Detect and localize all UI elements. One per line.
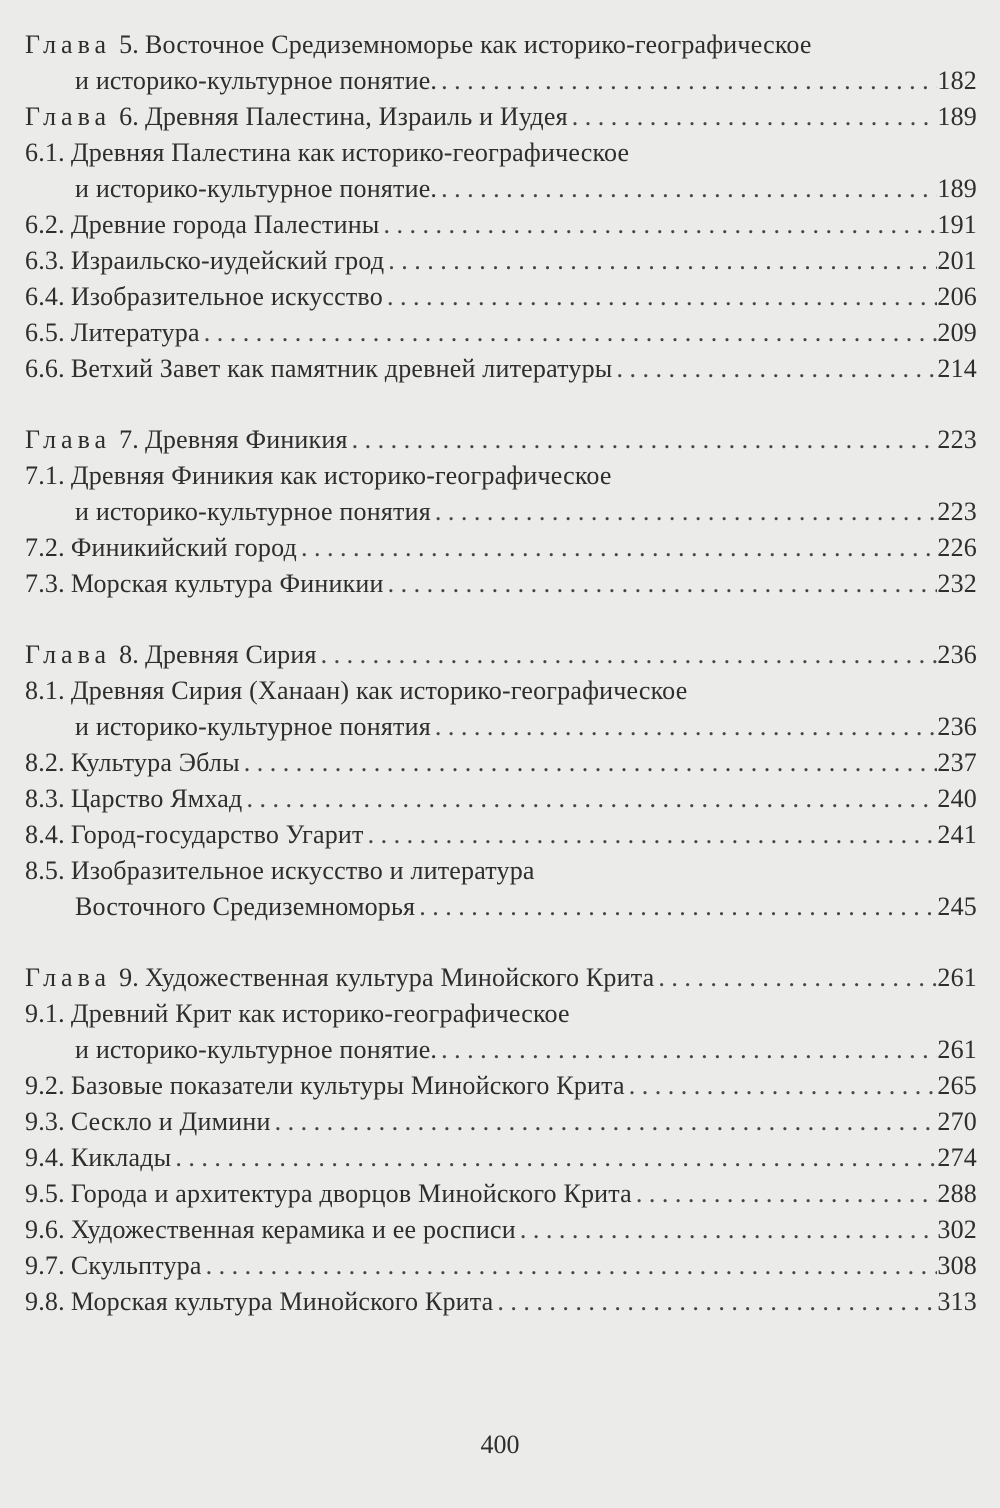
dot-leader [632, 1176, 937, 1212]
toc-line [25, 1284, 977, 1320]
dot-leader [384, 566, 938, 602]
subsection-entry [25, 566, 977, 602]
entry-title: Художественная керамика и ее росписи [70, 1215, 516, 1244]
entry-title: Царство Ямхад [70, 784, 243, 813]
entry-page: 182 [937, 66, 977, 95]
subsection-entry [25, 243, 977, 279]
entry-title: и историко-культурное понятие. [75, 174, 438, 203]
subsection-entry [25, 1176, 977, 1212]
dot-leader [415, 889, 937, 925]
dot-leader [348, 422, 938, 458]
chapter-label: Глава [25, 963, 112, 992]
entry-title: Города и архитектура дворцов Минойского Крита [70, 1179, 632, 1208]
entry-title: Древняя Финикия как историко-географическое [70, 461, 612, 490]
entry-page: 308 [937, 1251, 977, 1280]
entry-title: Сескло и Димини [70, 1107, 271, 1136]
entry-title: Восточное Средиземноморье как историко-географическое [144, 30, 812, 59]
entry-page: 265 [937, 1071, 977, 1100]
subsection-entry [25, 817, 977, 853]
dot-leader [240, 745, 938, 781]
subsection-entry [25, 315, 977, 351]
entry-page: 245 [937, 892, 977, 921]
entry-title: Древняя Финикия [144, 425, 348, 454]
entry-number: 9.5. [25, 1179, 65, 1208]
toc-line [25, 566, 977, 602]
toc-line [25, 315, 977, 351]
entry-page: 261 [937, 963, 977, 992]
toc-line [25, 637, 977, 673]
toc-section [25, 27, 977, 387]
toc-section [25, 960, 977, 1320]
toc-line [25, 1068, 977, 1104]
entry-page: 232 [937, 569, 977, 598]
entry-title: Художественная культура Минойского Крита [144, 963, 655, 992]
entry-title: Восточного Средиземноморья [75, 892, 416, 921]
dot-leader [383, 279, 937, 315]
toc-line [25, 63, 977, 99]
entry-page: 223 [937, 425, 977, 454]
chapter-entry [25, 422, 977, 458]
entry-number: 6. [119, 102, 139, 131]
entry-title: Скульптура [70, 1251, 202, 1280]
toc-line [25, 27, 977, 63]
dot-leader [202, 1248, 938, 1284]
entry-page: 189 [937, 174, 977, 203]
entry-title: Финикийский город [70, 533, 297, 562]
entry-number: 6.5. [25, 318, 65, 347]
entry-title: Древняя Сирия [144, 640, 317, 669]
dot-leader [317, 637, 938, 673]
entry-page: 214 [937, 354, 977, 383]
entry-number: 9.4. [25, 1143, 65, 1172]
subsection-entry [25, 673, 977, 745]
dot-leader [384, 243, 937, 279]
subsection-entry [25, 1212, 977, 1248]
toc-line [25, 1032, 977, 1068]
entry-page: 261 [937, 1035, 977, 1064]
entry-title: Литература [70, 318, 200, 347]
dot-leader [437, 63, 937, 99]
entry-title: Морская культура Минойского Крита [70, 1287, 494, 1316]
subsection-entry [25, 1284, 977, 1320]
entry-title: Изобразительное искусство и литература [70, 856, 535, 885]
entry-number: 8. [119, 640, 139, 669]
toc-line [25, 1104, 977, 1140]
chapter-label: Глава [25, 102, 112, 131]
entry-number: 6.3. [25, 246, 65, 275]
chapter-label: Глава [25, 425, 112, 454]
chapter-entry [25, 99, 977, 135]
toc-line [25, 1140, 977, 1176]
entry-number: 9.7. [25, 1251, 65, 1280]
page-number: 400 [480, 1430, 520, 1459]
entry-number: 9.6. [25, 1215, 65, 1244]
dot-leader [242, 781, 937, 817]
chapter-entry [25, 960, 977, 996]
entry-page: 191 [937, 210, 977, 239]
entry-title: Израильско-иудейский грод [70, 246, 385, 275]
dot-leader [364, 817, 938, 853]
dot-leader [568, 99, 938, 135]
entry-page: 270 [937, 1107, 977, 1136]
subsection-entry [25, 781, 977, 817]
entry-page: 209 [937, 318, 977, 347]
dot-leader [625, 1068, 938, 1104]
entry-page: 236 [937, 640, 977, 669]
entry-number: 7.2. [25, 533, 65, 562]
subsection-entry [25, 1140, 977, 1176]
subsection-entry [25, 1104, 977, 1140]
toc-line [25, 745, 977, 781]
entry-number: 8.1. [25, 676, 65, 705]
entry-title: Базовые показатели культуры Минойского Крита [70, 1071, 625, 1100]
entry-number: 7.1. [25, 461, 65, 490]
toc-line [25, 853, 977, 889]
toc-line [25, 817, 977, 853]
entry-title: Изобразительное искусство [70, 282, 383, 311]
dot-leader [612, 351, 937, 387]
entry-page: 274 [937, 1143, 977, 1172]
toc-line [25, 494, 977, 530]
dot-leader [431, 709, 938, 745]
entry-number: 8.4. [25, 820, 65, 849]
dot-leader [297, 530, 937, 566]
dot-leader [200, 315, 938, 351]
entry-number: 9.3. [25, 1107, 65, 1136]
dot-leader [271, 1104, 938, 1140]
entry-page: 223 [937, 497, 977, 526]
subsection-entry [25, 207, 977, 243]
entry-number: 9.8. [25, 1287, 65, 1316]
subsection-entry [25, 996, 977, 1068]
entry-title: Древняя Палестина как историко-географическое [70, 138, 630, 167]
subsection-entry [25, 279, 977, 315]
toc-line [25, 458, 977, 494]
entry-number: 9. [119, 963, 139, 992]
entry-title: и историко-культурное понятия [75, 712, 431, 741]
toc-line [25, 1212, 977, 1248]
toc-line [25, 781, 977, 817]
toc-line [25, 960, 977, 996]
entry-title: и историко-культурное понятие. [75, 66, 438, 95]
toc-section [25, 422, 977, 602]
entry-page: 241 [937, 820, 977, 849]
subsection-entry [25, 458, 977, 530]
entry-number: 6.6. [25, 354, 65, 383]
chapter-entry [25, 637, 977, 673]
subsection-entry [25, 745, 977, 781]
toc-line [25, 99, 977, 135]
toc-line [25, 279, 977, 315]
entry-number: 8.2. [25, 748, 65, 777]
toc-line [25, 996, 977, 1032]
toc-line [25, 1248, 977, 1284]
toc-line [25, 243, 977, 279]
subsection-entry [25, 351, 977, 387]
entry-page: 240 [937, 784, 977, 813]
entry-number: 6.1. [25, 138, 65, 167]
entry-title: Культура Эблы [70, 748, 240, 777]
entry-page: 237 [937, 748, 977, 777]
entry-title: Ветхий Завет как памятник древней литературы [70, 354, 613, 383]
toc-section [25, 637, 977, 925]
entry-title: Древняя Сирия (Ханаан) как историко-географическое [70, 676, 688, 705]
dot-leader [437, 171, 937, 207]
toc-line [25, 889, 977, 925]
entry-title: Древний Крит как историко-географическое [70, 999, 570, 1028]
dot-leader [516, 1212, 938, 1248]
entry-page: 236 [937, 712, 977, 741]
dot-leader [654, 960, 937, 996]
entry-page: 189 [937, 102, 977, 131]
entry-number: 8.3. [25, 784, 65, 813]
toc-line [25, 709, 977, 745]
entry-title: Морская культура Финикии [70, 569, 384, 598]
entry-number: 7.3. [25, 569, 65, 598]
toc-line [25, 207, 977, 243]
subsection-entry [25, 135, 977, 207]
toc-line [25, 171, 977, 207]
entry-title: Древняя Палестина, Израиль и Иудея [144, 102, 568, 131]
toc-line [25, 530, 977, 566]
entry-title: Древние города Палестины [70, 210, 380, 239]
entry-page: 201 [937, 246, 977, 275]
entry-page: 302 [937, 1215, 977, 1244]
chapter-entry [25, 27, 977, 99]
entry-number: 8.5. [25, 856, 65, 885]
entry-number: 9.1. [25, 999, 65, 1028]
entry-number: 6.2. [25, 210, 65, 239]
entry-title: и историко-культурное понятие. [75, 1035, 438, 1064]
dot-leader [379, 207, 937, 243]
toc-line [25, 351, 977, 387]
entry-title: и историко-культурное понятия [75, 497, 431, 526]
dot-leader [437, 1032, 937, 1068]
subsection-entry [25, 1068, 977, 1104]
entry-number: 5. [119, 30, 139, 59]
table-of-contents [25, 27, 977, 1320]
entry-number: 9.2. [25, 1071, 65, 1100]
toc-line [25, 422, 977, 458]
entry-page: 226 [937, 533, 977, 562]
toc-line [25, 135, 977, 171]
entry-title: Город-государство Угарит [70, 820, 364, 849]
chapter-label: Глава [25, 640, 112, 669]
entry-page: 206 [937, 282, 977, 311]
entry-page: 288 [937, 1179, 977, 1208]
subsection-entry [25, 1248, 977, 1284]
toc-line [25, 1176, 977, 1212]
entry-page: 313 [937, 1287, 977, 1316]
dot-leader [431, 494, 938, 530]
toc-line [25, 673, 977, 709]
subsection-entry [25, 530, 977, 566]
dot-leader [493, 1284, 937, 1320]
entry-number: 7. [119, 425, 139, 454]
dot-leader [171, 1140, 937, 1176]
entry-number: 6.4. [25, 282, 65, 311]
subsection-entry [25, 853, 977, 925]
chapter-label: Глава [25, 30, 112, 59]
entry-title: Киклады [70, 1143, 172, 1172]
